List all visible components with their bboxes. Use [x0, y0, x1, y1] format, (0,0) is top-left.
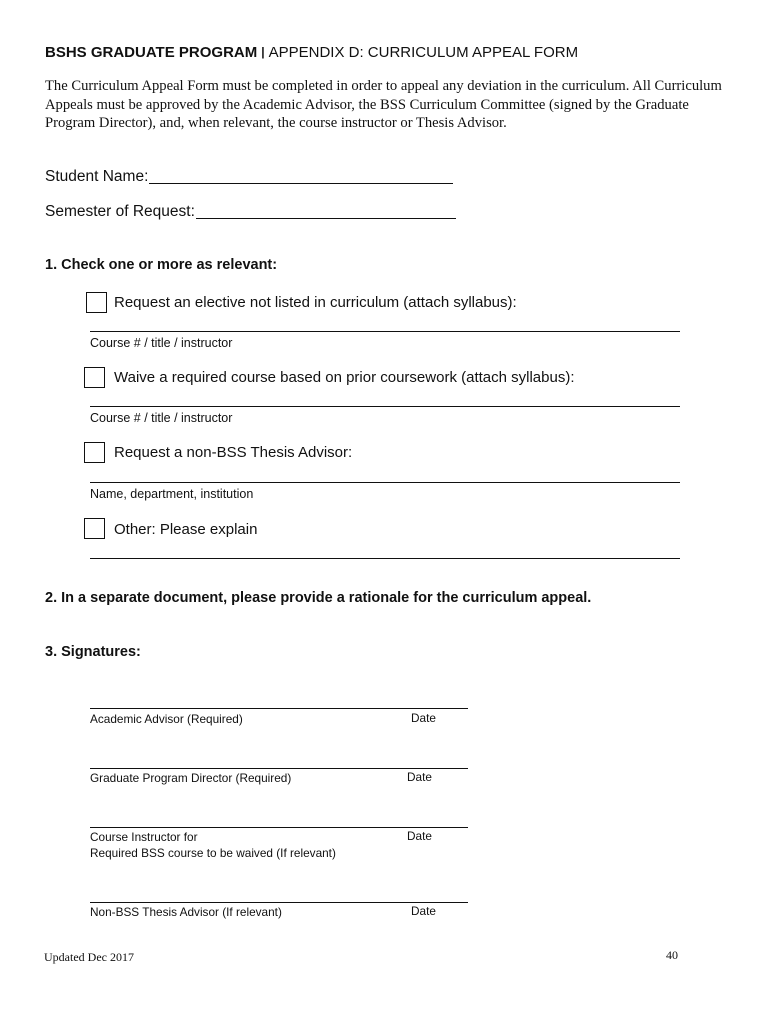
other-checkbox[interactable]: [84, 518, 105, 539]
thesis-advisor-signature-label: Non-BSS Thesis Advisor (If relevant): [90, 905, 282, 919]
section-2-heading: 2. In a separate document, please provide a rationale for the curriculum appeal.: [45, 590, 592, 606]
thesis-advisor-signature-line[interactable]: [90, 902, 468, 903]
title-separator: |: [261, 45, 265, 59]
program-director-date-label: Date: [407, 770, 432, 784]
form-title: [45, 44, 578, 61]
waive-course-option-label: Waive a required course based on prior coursework (attach syllabus):: [114, 369, 575, 386]
student-name-field[interactable]: [149, 183, 453, 184]
elective-option-label: Request an elective not listed in curriculum (attach syllabus):: [114, 294, 517, 311]
semester-field[interactable]: [196, 218, 456, 219]
appendix-title: APPENDIX D: CURRICULUM APPEAL FORM: [268, 44, 579, 61]
waive-course-entry-line[interactable]: [90, 406, 680, 407]
thesis-advisor-entry-line[interactable]: [90, 482, 680, 483]
page-number: 40: [666, 948, 678, 962]
elective-entry-line[interactable]: [90, 331, 680, 332]
updated-date: Updated Dec 2017: [44, 950, 134, 964]
student-name-label: Student Name:: [45, 168, 149, 185]
course-instructor-signature-line[interactable]: [90, 827, 468, 828]
academic-advisor-date-label: Date: [411, 711, 436, 725]
semester-label: Semester of Request:: [45, 203, 195, 220]
intro-paragraph: The Curriculum Appeal Form must be completed in order to appeal any deviation in the curriculum. All Curriculum Appeals must be approved by the Academic Advisor, the BSS Curriculum Committee (signed by the Graduate Program Director), and, when relevant, the course instructor or Thesis Advisor.: [45, 78, 722, 131]
elective-entry-caption: Course # / title / instructor: [90, 336, 233, 350]
course-instructor-date-label: Date: [407, 829, 432, 843]
thesis-advisor-date-label: Date: [411, 904, 436, 918]
program-director-signature-line[interactable]: [90, 768, 468, 769]
academic-advisor-signature-line[interactable]: [90, 708, 468, 709]
waive-course-checkbox[interactable]: [84, 367, 105, 388]
section-1-heading: 1. Check one or more as relevant:: [45, 257, 278, 273]
thesis-advisor-entry-caption: Name, department, institution: [90, 487, 254, 501]
course-instructor-label-line1: Course Instructor for: [90, 830, 198, 844]
program-director-label: Graduate Program Director (Required): [90, 771, 292, 785]
other-explain-line[interactable]: [90, 558, 680, 559]
academic-advisor-label: Academic Advisor (Required): [90, 712, 243, 726]
thesis-advisor-option-label: Request a non-BSS Thesis Advisor:: [114, 444, 353, 461]
program-name: BSHS GRADUATE PROGRAM: [45, 44, 258, 61]
course-instructor-label: [90, 829, 336, 861]
other-option-label: Other: Please explain: [114, 521, 258, 538]
course-instructor-label-line2: Required BSS course to be waived (If relevant): [90, 846, 336, 860]
thesis-advisor-checkbox[interactable]: [84, 442, 105, 463]
elective-checkbox[interactable]: [86, 292, 107, 313]
section-3-heading: 3. Signatures:: [45, 644, 141, 660]
waive-course-entry-caption: Course # / title / instructor: [90, 411, 233, 425]
